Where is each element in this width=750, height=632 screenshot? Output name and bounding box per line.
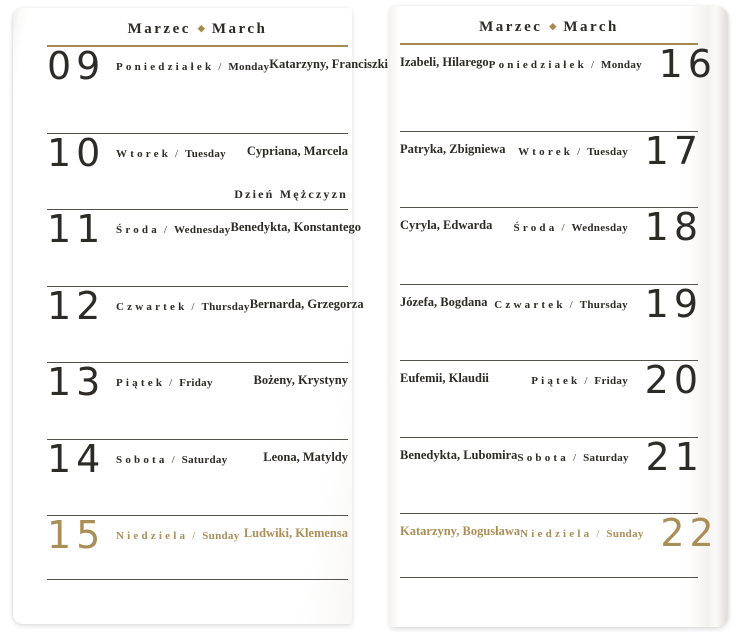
- day-number: 17: [644, 129, 703, 173]
- name-days: Ludwiki, Klemensa: [243, 526, 348, 540]
- month-header: [400, 6, 698, 43]
- day-name-en: Sunday: [606, 528, 644, 540]
- day-name: [107, 526, 244, 544]
- name-days: Bernarda, Grzegorza: [249, 297, 364, 311]
- day-name: [514, 218, 628, 236]
- slash-separator: /: [584, 375, 588, 387]
- day-row-13: [47, 362, 348, 439]
- day-name-pl: Środa: [116, 224, 160, 236]
- slash-separator: /: [218, 61, 222, 73]
- day-name-pl: Piątek: [116, 377, 166, 389]
- day-name-pl: Poniedziałek: [116, 61, 215, 73]
- day-name-pl: Wtorek: [116, 148, 172, 160]
- day-name-en: Wednesday: [173, 224, 231, 236]
- day-row-20: [400, 358, 703, 437]
- day-name: [517, 448, 628, 466]
- day-name-pl: Piątek: [531, 375, 581, 387]
- day-name-en: Friday: [179, 377, 213, 389]
- day-row-16: [400, 42, 717, 131]
- name-days: Izabeli, Hilarego: [400, 55, 489, 69]
- day-name: [107, 297, 250, 315]
- month-header: [47, 8, 348, 45]
- name-days: Bożeny, Krystyny: [253, 373, 348, 387]
- day-name: [107, 373, 254, 391]
- day-name-pl: Niedziela: [116, 530, 189, 542]
- day-name-pl: Sobota: [116, 454, 168, 466]
- name-days: Cyryla, Edwarda: [400, 218, 493, 232]
- day-number: 12: [47, 284, 106, 328]
- name-days: Benedykta, Konstantego: [230, 220, 362, 234]
- day-row-15: [47, 515, 348, 579]
- day-name-en: Monday: [228, 61, 270, 73]
- day-number: 19: [644, 282, 703, 326]
- day-row-11: [47, 207, 362, 286]
- month-name-pl: Marzec: [479, 19, 543, 35]
- slash-separator: /: [573, 452, 577, 464]
- day-name: [494, 295, 628, 313]
- day-number: 15: [47, 513, 106, 557]
- left-page: [13, 8, 389, 624]
- slash-separator: /: [569, 299, 573, 311]
- slash-separator: /: [577, 146, 581, 158]
- day-rows: [400, 42, 719, 578]
- day-name: [107, 220, 230, 238]
- day-name: [107, 144, 247, 162]
- name-days: Katarzyny, Franciszki: [269, 57, 389, 71]
- day-name: [107, 57, 269, 75]
- day-number: 18: [644, 205, 703, 249]
- slash-separator: /: [163, 224, 167, 236]
- name-days: Józefa, Bogdana: [400, 295, 488, 309]
- day-number: 20: [644, 358, 703, 402]
- day-number: 22: [660, 511, 719, 555]
- day-row-19: [400, 282, 703, 360]
- day-row-22: [400, 511, 719, 577]
- month-name-en: March: [211, 21, 268, 37]
- slash-separator: /: [191, 301, 195, 313]
- slash-separator: /: [596, 528, 600, 540]
- day-name-pl: Czwartek: [116, 301, 188, 313]
- holiday-note: Dzień Mężczyzn: [234, 187, 348, 201]
- day-number: 14: [47, 437, 106, 481]
- month-name-pl: Marzec: [127, 21, 191, 37]
- slash-separator: /: [171, 454, 175, 466]
- day-number: 16: [658, 42, 717, 86]
- day-name: [518, 142, 628, 160]
- day-number: 21: [645, 435, 704, 479]
- name-days: Leona, Matyldy: [263, 450, 348, 464]
- name-days: Benedykta, Lubomira: [400, 448, 518, 462]
- day-name-en: Tuesday: [185, 148, 226, 160]
- day-name-en: Saturday: [181, 454, 228, 466]
- right-page: [390, 6, 728, 627]
- day-name-en: Thursday: [201, 301, 250, 313]
- day-name-en: Friday: [594, 375, 628, 387]
- day-name-pl: Poniedziałek: [488, 59, 587, 71]
- day-row-12: [47, 284, 364, 362]
- slash-separator: /: [175, 148, 179, 160]
- day-name-en: Tuesday: [587, 146, 628, 158]
- day-name-en: Thursday: [579, 299, 628, 311]
- diamond-icon: ◆: [549, 20, 557, 31]
- day-row-14: [47, 439, 348, 515]
- day-row-21: [400, 435, 704, 513]
- slash-separator: /: [169, 377, 173, 389]
- day-number: 13: [47, 360, 106, 404]
- day-name: [531, 371, 628, 389]
- day-row-17: [400, 129, 703, 207]
- day-number: 11: [47, 207, 106, 251]
- day-name-en: Monday: [601, 59, 642, 71]
- day-name-pl: Sobota: [517, 452, 569, 464]
- name-days: Patryka, Zbigniewa: [400, 142, 506, 156]
- day-name-en: Saturday: [583, 452, 629, 464]
- day-name-en: Sunday: [202, 530, 240, 542]
- day-name-pl: Czwartek: [494, 299, 566, 311]
- diamond-icon: ◆: [197, 22, 205, 33]
- day-name: [520, 524, 644, 542]
- day-name-pl: Środa: [513, 222, 558, 234]
- slash-separator: /: [590, 59, 595, 71]
- day-number: 10: [47, 131, 106, 175]
- day-row-10: [47, 133, 348, 209]
- day-rows: [47, 44, 389, 580]
- slash-separator: /: [561, 222, 565, 234]
- day-number: 09: [47, 44, 106, 88]
- day-name-en: Wednesday: [571, 222, 628, 234]
- name-days: Cypriana, Marcela: [246, 144, 348, 158]
- month-name-en: March: [563, 19, 619, 35]
- day-name: [107, 450, 263, 468]
- slash-separator: /: [192, 530, 196, 542]
- day-row-18: [400, 205, 703, 284]
- name-days: Katarzyny, Bogusława: [400, 524, 521, 538]
- day-name-pl: Niedziela: [520, 528, 593, 540]
- day-row-09: [47, 44, 389, 133]
- day-name: [489, 55, 642, 73]
- name-days: Eufemii, Klaudii: [400, 371, 489, 385]
- day-name-pl: Wtorek: [518, 146, 574, 158]
